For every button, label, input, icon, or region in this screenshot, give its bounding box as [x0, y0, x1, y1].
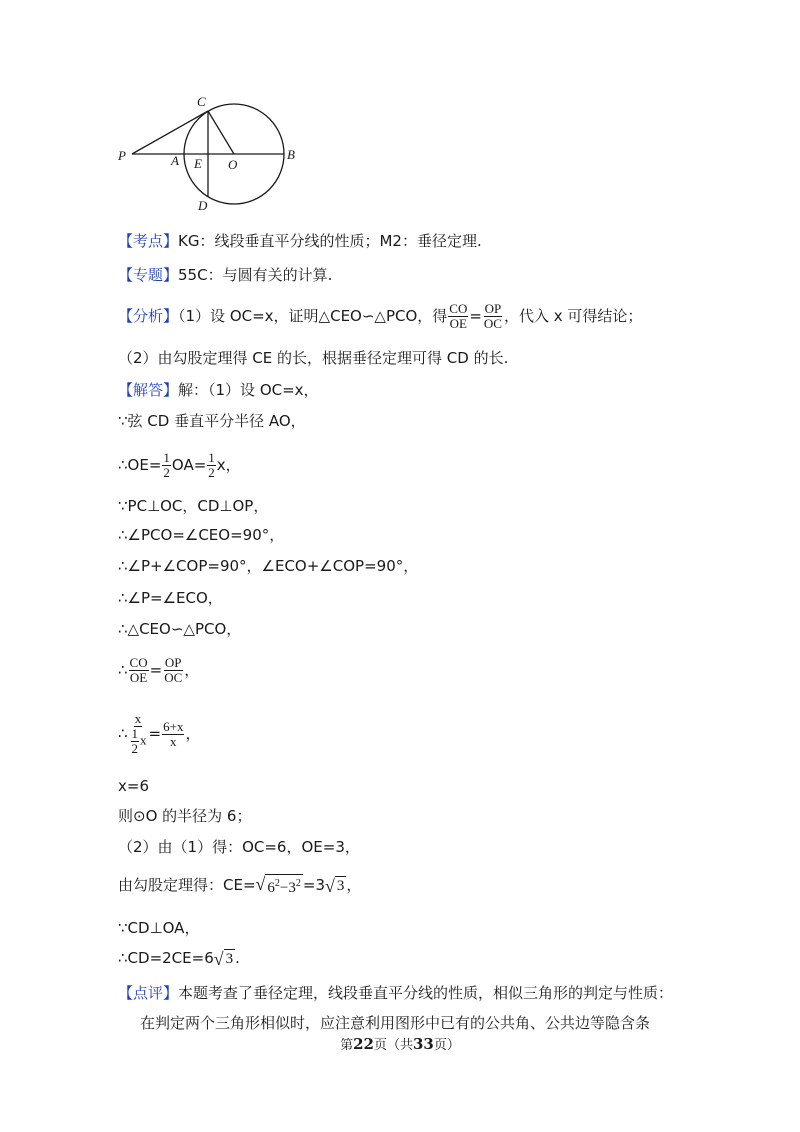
label-b: B [287, 147, 295, 162]
fenxi-line-2: （2）由勾股定理得 CE 的长，根据垂径定理可得 CD 的长. [118, 349, 509, 367]
dianping-line [118, 983, 673, 1003]
fenxi-post: ，代入 x 可得结论； [503, 307, 643, 325]
step-14: ∵CD⊥OA， [118, 919, 200, 937]
fenxi-tag: 【分析】 [118, 307, 179, 325]
step-3: ∵PC⊥OC，CD⊥OP， [118, 497, 269, 515]
fraction-6x-x: $\frac{6+x}{x}$ [163, 718, 184, 749]
step-1: ∵弦 CD 垂直平分半径 AO， [118, 412, 306, 430]
step-6: ∴∠P=∠ECO， [118, 589, 223, 607]
complex-fraction: x $\frac{1}{2}$ x [131, 711, 147, 756]
label-c: C [197, 94, 206, 109]
step-10: x=6 [118, 777, 149, 795]
sqrt-3: √ 3 [213, 948, 234, 969]
page-number: 22 [353, 1035, 374, 1053]
kaodian-line [118, 231, 482, 251]
geometry-figure [110, 90, 320, 215]
fraction-co-oe: $\frac{CO}{OE}$ [129, 655, 148, 685]
fraction-op-oc: $\frac{OP}{OC}$ [483, 301, 502, 331]
step-4: ∴∠PCO=∠CEO=90°， [118, 526, 285, 544]
fraction-half: $\frac{1}{2}$ [163, 450, 170, 480]
kaodian-tag: 【考点】 [118, 232, 179, 250]
label-e: E [194, 156, 202, 171]
fenxi-line: 【分析】（1）设 OC=x，证明△CEO∽△PCO，得 $\frac{CO}{OE}$ = $\frac{OP}{OC}$ ，代入 x 可得结论； [118, 301, 643, 331]
zhuanti-line [118, 265, 332, 285]
tangent-pc [132, 111, 208, 154]
jieda-tag: 【解答】 [118, 381, 179, 399]
step-15: ∴CD=2CE=6 √ 3 . [118, 948, 240, 969]
fraction-op-oc: $\frac{OP}{OC}$ [164, 655, 183, 685]
label-d: D [198, 198, 208, 213]
step-12: （2）由（1）得：OC=6，OE=3， [118, 838, 360, 856]
zhuanti-tag: 【专题】 [118, 266, 179, 284]
step-2: ∴OE= $\frac{1}{2}$ OA= $\frac{1}{2}$ x， [118, 450, 241, 480]
step-5: ∴∠P+∠COP=90°，∠ECO+∠COP=90°， [118, 557, 419, 575]
radius-oc [208, 111, 234, 154]
step-7: ∴△CEO∽△PCO， [118, 620, 242, 638]
step-9: ∴ x $\frac{1}{2}$ x = $\frac{6+x}{x}$ ， [118, 711, 201, 756]
fraction-half: $\frac{1}{2}$ [131, 726, 139, 756]
sqrt-expression: √ $6^2-3^2$ [255, 874, 301, 896]
page-footer: 第22页（共33页） [340, 1035, 460, 1053]
jieda-line [118, 380, 319, 400]
label-a: A [171, 153, 179, 168]
label-p: P [118, 148, 126, 163]
step-8: ∴ $\frac{CO}{OE}$ = $\frac{OP}{OC}$ ， [118, 655, 200, 685]
dianping-tag: 【点评】 [118, 984, 179, 1002]
zhuanti-text: 55C：与圆有关的计算. [178, 266, 333, 284]
step-11: 则⊙O 的半径为 6； [118, 807, 252, 825]
kaodian-text: KG：线段垂直平分线的性质；M2：垂径定理. [178, 232, 482, 250]
fraction-co-oe: $\frac{CO}{OE}$ [449, 301, 468, 331]
step-13: 由勾股定理得：CE= √ $6^2-3^2$ =3 √ 3 ， [118, 874, 362, 896]
page-total: 33 [413, 1035, 434, 1053]
label-o: O [228, 157, 238, 172]
fraction-half: $\frac{1}{2}$ [208, 450, 215, 480]
dianping-text: 本题考查了垂径定理，线段垂直平分线的性质，相似三角形的判定与性质： [178, 984, 674, 1002]
sqrt-3: √ 3 [325, 875, 345, 896]
fenxi-pre: （1）设 OC=x，证明△CEO∽△PCO，得 [178, 307, 448, 325]
jieda-text: 解：（1）设 OC=x， [178, 381, 319, 399]
dianping-line-2: 在判定两个三角形相似时，应注意利用图形中已有的公共角、公共边等隐含条 [140, 1014, 651, 1032]
